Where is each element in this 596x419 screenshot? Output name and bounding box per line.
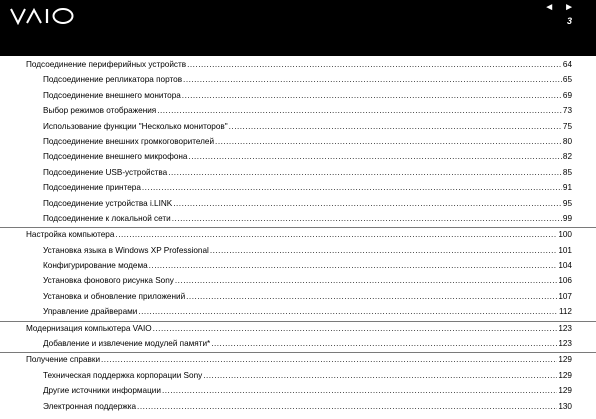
toc-entry[interactable] [43,214,572,223]
toc-entry[interactable] [43,339,572,348]
toc-section-link[interactable] [0,73,596,88]
toc-entry-title: Подсоединение внешних громкоговорителей [43,136,215,146]
toc-chapter-link[interactable] [0,58,596,73]
toc-entry-title: Добавление и извлечение модулей памяти* [43,339,211,349]
toc-leader-dots [138,307,558,316]
toc-entry[interactable] [43,402,572,411]
toc-entry-title: Подсоединение внешнего микрофона [43,152,188,162]
toc-section-link[interactable] [0,244,596,259]
toc-page-number: 65 [562,75,572,85]
toc-leader-dots [210,246,557,255]
toc-section-link[interactable] [0,89,596,104]
toc-entry-title: Настройка компьютера [26,230,115,240]
toc-leader-dots [187,60,562,69]
toc-page-number: 85 [562,167,572,177]
toc-chapter-link[interactable] [0,227,596,243]
toc-leader-dots [157,106,562,115]
toc-entry[interactable] [43,152,572,161]
toc-entry[interactable] [43,307,572,316]
toc-page-number: 112 [558,307,572,317]
toc-entry-title: Получение справки [26,355,101,365]
toc-leader-dots [101,355,557,364]
toc-section-link[interactable] [0,135,596,150]
toc-entry[interactable] [43,168,572,177]
toc-section-link[interactable] [0,212,596,227]
toc-entry-title: Установка фонового рисунка Sony [43,276,174,286]
toc-entry-title: Подсоединение внешнего монитора [43,90,181,100]
toc-entry-title: Установка и обновление приложений [43,291,186,301]
toc-entry-title: Управление драйверами [43,307,138,317]
toc-leader-dots [175,276,557,285]
toc-entry-title: Электронная поддержка [43,401,137,411]
toc-page-number: 99 [562,213,572,223]
toc-leader-dots [173,199,562,208]
toc-page-number: 123 [558,323,572,333]
toc-entry[interactable] [43,106,572,115]
toc-entry-title: Подсоединение USB-устройства [43,167,168,177]
toc-entry[interactable] [43,261,572,270]
toc-leader-dots [215,137,562,146]
toc-entry[interactable] [43,276,572,285]
toc-entry[interactable] [43,183,572,192]
toc-entry-title: Конфигурирование модема [43,261,148,271]
toc-entry-title: Использование функции "Несколько мониторов" [43,121,228,131]
toc-section-link[interactable] [0,337,596,352]
toc-entry[interactable] [43,246,572,255]
toc-leader-dots [188,152,561,161]
toc-section-link[interactable] [0,369,596,384]
toc-page-number: 73 [562,106,572,116]
toc-entry-title: Подсоединение периферийных устройств [26,60,187,69]
toc-page-number: 101 [558,245,572,255]
toc-leader-dots [229,122,562,131]
toc-entry[interactable] [43,371,572,380]
next-page-arrow-icon[interactable]: ► [564,2,574,13]
toc-entry-title: Модернизация компьютера VAIO [26,323,152,333]
page-navigation [544,3,574,13]
toc-section-link[interactable] [0,181,596,196]
toc-section-link[interactable] [0,290,596,305]
toc-page-number: 100 [558,230,572,240]
toc-page-number: 95 [562,198,572,208]
toc-page-number: 123 [558,339,572,349]
toc-entry[interactable] [43,91,572,100]
toc-page-number: 82 [562,152,572,162]
toc-entry[interactable] [43,75,572,84]
toc-entry[interactable] [26,230,572,239]
toc-page-number: 129 [558,355,572,365]
toc-entry-title: Подсоединение репликатора портов [43,75,183,85]
toc-entry-title: Другие источники информации [43,386,161,396]
toc-entry[interactable] [26,60,572,69]
toc-section-link[interactable] [0,197,596,212]
toc-section-link[interactable] [0,104,596,119]
toc-chapter-link[interactable] [0,352,596,368]
toc-leader-dots [153,324,558,333]
toc-entry[interactable] [43,137,572,146]
toc-page-number: 69 [562,90,572,100]
toc-section-link[interactable] [0,166,596,181]
toc-entry-title: Подсоединение принтера [43,183,141,193]
toc-entry[interactable] [43,292,572,301]
toc-section-link[interactable] [0,120,596,135]
toc-entry[interactable] [26,324,572,333]
toc-page-number: 106 [558,276,572,286]
page-header [0,0,596,56]
toc-leader-dots [137,402,557,411]
toc-entry-title: Подсоединение к локальной сети [43,213,171,223]
toc-chapter-link[interactable] [0,321,596,337]
toc-page-number: 129 [558,386,572,396]
toc-entry[interactable] [43,122,572,131]
vaio-logo [10,7,76,25]
toc-entry-title: Подсоединение устройства i.LINK [43,198,173,208]
previous-page-arrow-icon[interactable]: ◄ [544,2,555,13]
toc-leader-dots [149,261,558,270]
toc-leader-dots [203,371,557,380]
toc-section-link[interactable] [0,400,596,415]
toc-page-number: 130 [558,401,572,411]
toc-entry-title: Установка языка в Windows XP Professional [43,245,209,255]
toc-entry[interactable] [26,355,572,364]
toc-entry-title: Техническая поддержка корпорации Sony [43,370,203,380]
toc-page-number: 104 [558,261,572,271]
toc-page-number: 64 [562,60,572,69]
toc-section-link[interactable] [0,305,596,320]
toc-page-number: 80 [562,136,572,146]
toc-leader-dots [183,75,562,84]
toc-leader-dots [172,214,562,223]
toc-leader-dots [168,168,562,177]
toc-section-link[interactable] [0,150,596,165]
toc-entry-title: Выбор режимов отображения [43,106,157,116]
toc-section-link[interactable] [0,384,596,399]
table-of-contents [0,58,596,415]
toc-page-number: 75 [562,121,572,131]
toc-page-number: 91 [562,183,572,193]
toc-leader-dots [182,91,562,100]
toc-leader-dots [186,292,557,301]
toc-leader-dots [142,183,562,192]
toc-leader-dots [162,386,557,395]
toc-leader-dots [115,230,557,239]
toc-page-number: 107 [558,291,572,301]
page-number: 3 [566,16,572,26]
toc-section-link[interactable] [0,259,596,274]
toc-leader-dots [211,339,557,348]
toc-page-number: 129 [558,370,572,380]
toc-entry[interactable] [43,386,572,395]
toc-entry[interactable] [43,199,572,208]
toc-section-link[interactable] [0,274,596,289]
